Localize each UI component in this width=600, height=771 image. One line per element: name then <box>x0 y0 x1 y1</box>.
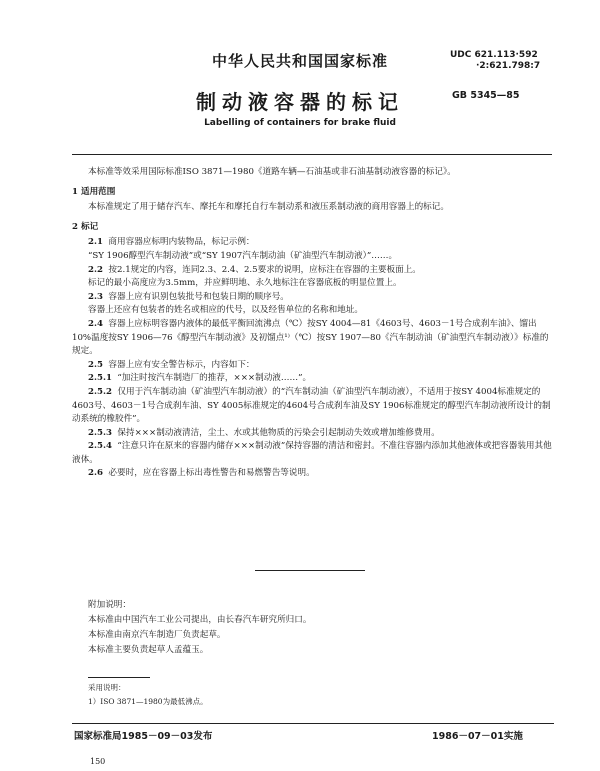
notes-line: 本标准由中国汽车工业公司提出，由长春汽车研究所归口。 <box>88 615 312 625</box>
clause-2-3 <box>72 291 554 305</box>
clause-2-6 <box>72 467 554 481</box>
additional-notes <box>88 598 311 658</box>
udc-line-2: ·2:621.798:7 <box>476 61 541 71</box>
page-number: 150 <box>90 757 106 766</box>
clause-text: “注意只许在原来的容器内储存×××制动液”保持容器的清洁和密封。不准往容器内添加其他液体或把容器装用其他液体。 <box>72 441 552 465</box>
clause-number: 2.5.2 <box>88 386 112 397</box>
clause-number: 2.6 <box>88 468 103 479</box>
issue-date: 国家标准局1985－09－03发布 <box>74 731 213 742</box>
clause-number: 2.4 <box>88 318 103 329</box>
udc-classification <box>450 50 540 72</box>
section-1-heading: 1 适用范围 <box>72 186 116 197</box>
english-title: Labelling of containers for brake fluid <box>204 118 396 128</box>
clause-2-1 <box>72 236 554 250</box>
notes-line: 本标准由南京汽车制造厂负责起草。 <box>88 630 226 640</box>
clause-2-5-4 <box>72 440 554 467</box>
document-body <box>72 166 554 481</box>
section-2-heading: 2 标记 <box>72 221 99 232</box>
clause-text: 必要时，应在容器上标出毒性警告和易燃警告等说明。 <box>108 468 315 479</box>
clause-2-3-continuation: 容器上还应有包装者的姓名或相应的代号，以及经售单位的名称和地址。 <box>88 305 364 316</box>
clause-2-5 <box>72 359 554 373</box>
clause-number: 2.5 <box>88 359 103 370</box>
clause-number: 2.2 <box>88 264 103 275</box>
clause-text: 保持×××制动液清洁，尘土、水或其他物质的污染会引起制动失效或增加维修费用。 <box>117 427 440 438</box>
footnote <box>88 681 208 709</box>
footnote-heading: 采用说明： <box>88 683 126 692</box>
implementation-date: 1986－07－01实施 <box>432 731 523 742</box>
clause-2-2-continuation: 标记的最小高度应为3.5mm，并应鲜明地、永久地标注在容器底板的明显位置上。 <box>88 278 402 289</box>
clause-2-4 <box>72 318 554 359</box>
clause-text: 容器上应有安全警告标示，内容如下： <box>108 359 255 370</box>
clause-2-5-1 <box>72 372 554 386</box>
udc-line-1: UDC 621.113·592 <box>450 50 538 60</box>
clause-2-1-example: “SY 1906醇型汽车制动液”或“SY 1907汽车制动油（矿油型汽车制动液）”……。 <box>88 250 398 261</box>
clause-number: 2.1 <box>88 237 103 248</box>
footnote-rule <box>88 677 150 678</box>
clause-number: 2.5.1 <box>88 373 112 384</box>
clause-text: 容器上应标明容器内液体的最低平衡回流沸点（℃）按SY 4004—81《4603号、4603－1号合成刹车油》、馏出10%温度按SY 1906—76《醇型汽车制动液》及初馏点¹⁾（℃）按SY 1907—80《汽车制动油（矿油型汽车制动液）》标准的规定。 <box>72 318 549 357</box>
end-of-text-rule <box>255 570 365 571</box>
section-1-text: 本标准规定了用于储存汽车、摩托车和摩托自行车制动系和液压系制动液的商用容器上的标记。 <box>88 202 449 213</box>
notes-heading: 附加说明： <box>88 600 131 610</box>
gb-standard-number: GB 5345—85 <box>452 90 520 101</box>
clause-text: 按2.1规定的内容，连同2.3、2.4、2.5要求的说明，应标注在容器的主要板面上。 <box>108 264 421 275</box>
clause-text: 容器上应有识别包装批号和包装日期的顺序号。 <box>108 291 289 302</box>
footnote-text: 1）ISO 3871—1980为最低沸点。 <box>88 697 208 706</box>
clause-2-5-2 <box>72 386 554 427</box>
notes-line: 本标准主要负责起草人孟蕴玉。 <box>88 645 209 655</box>
issuing-country-heading: 中华人民共和国国家标准 <box>211 52 388 70</box>
header-rule <box>72 154 552 155</box>
clause-number: 2.5.4 <box>88 441 112 452</box>
clause-text: “加注时按汽车制造厂的推荐，×××制动液……”。 <box>117 373 312 384</box>
clause-text: 仅用于汽车制动油（矿油型汽车制动液）的“汽车制动油（矿油型汽车制动液），不适用于按SY 4004标准规定的4603号、4603－1号合成刹车油、SY 4005标准规定的4604号合成刹车油及SY 1906标准规定的醇型汽车制动液所设计的制动系统的橡胶件”。 <box>72 386 551 425</box>
footer-rule <box>72 723 554 724</box>
clause-2-2 <box>72 264 554 278</box>
clause-number: 2.5.3 <box>88 427 112 438</box>
clause-text: 商用容器应标明内装物品，标记示例： <box>108 237 255 248</box>
clause-2-5-3 <box>72 427 554 441</box>
clause-number: 2.3 <box>88 291 103 302</box>
intro-paragraph: 本标准等效采用国际标准ISO 3871—1980《道路车辆—石油基或非石油基制动液容器的标记》。 <box>88 167 456 177</box>
document-title: 制动液容器的标记 <box>196 90 404 114</box>
